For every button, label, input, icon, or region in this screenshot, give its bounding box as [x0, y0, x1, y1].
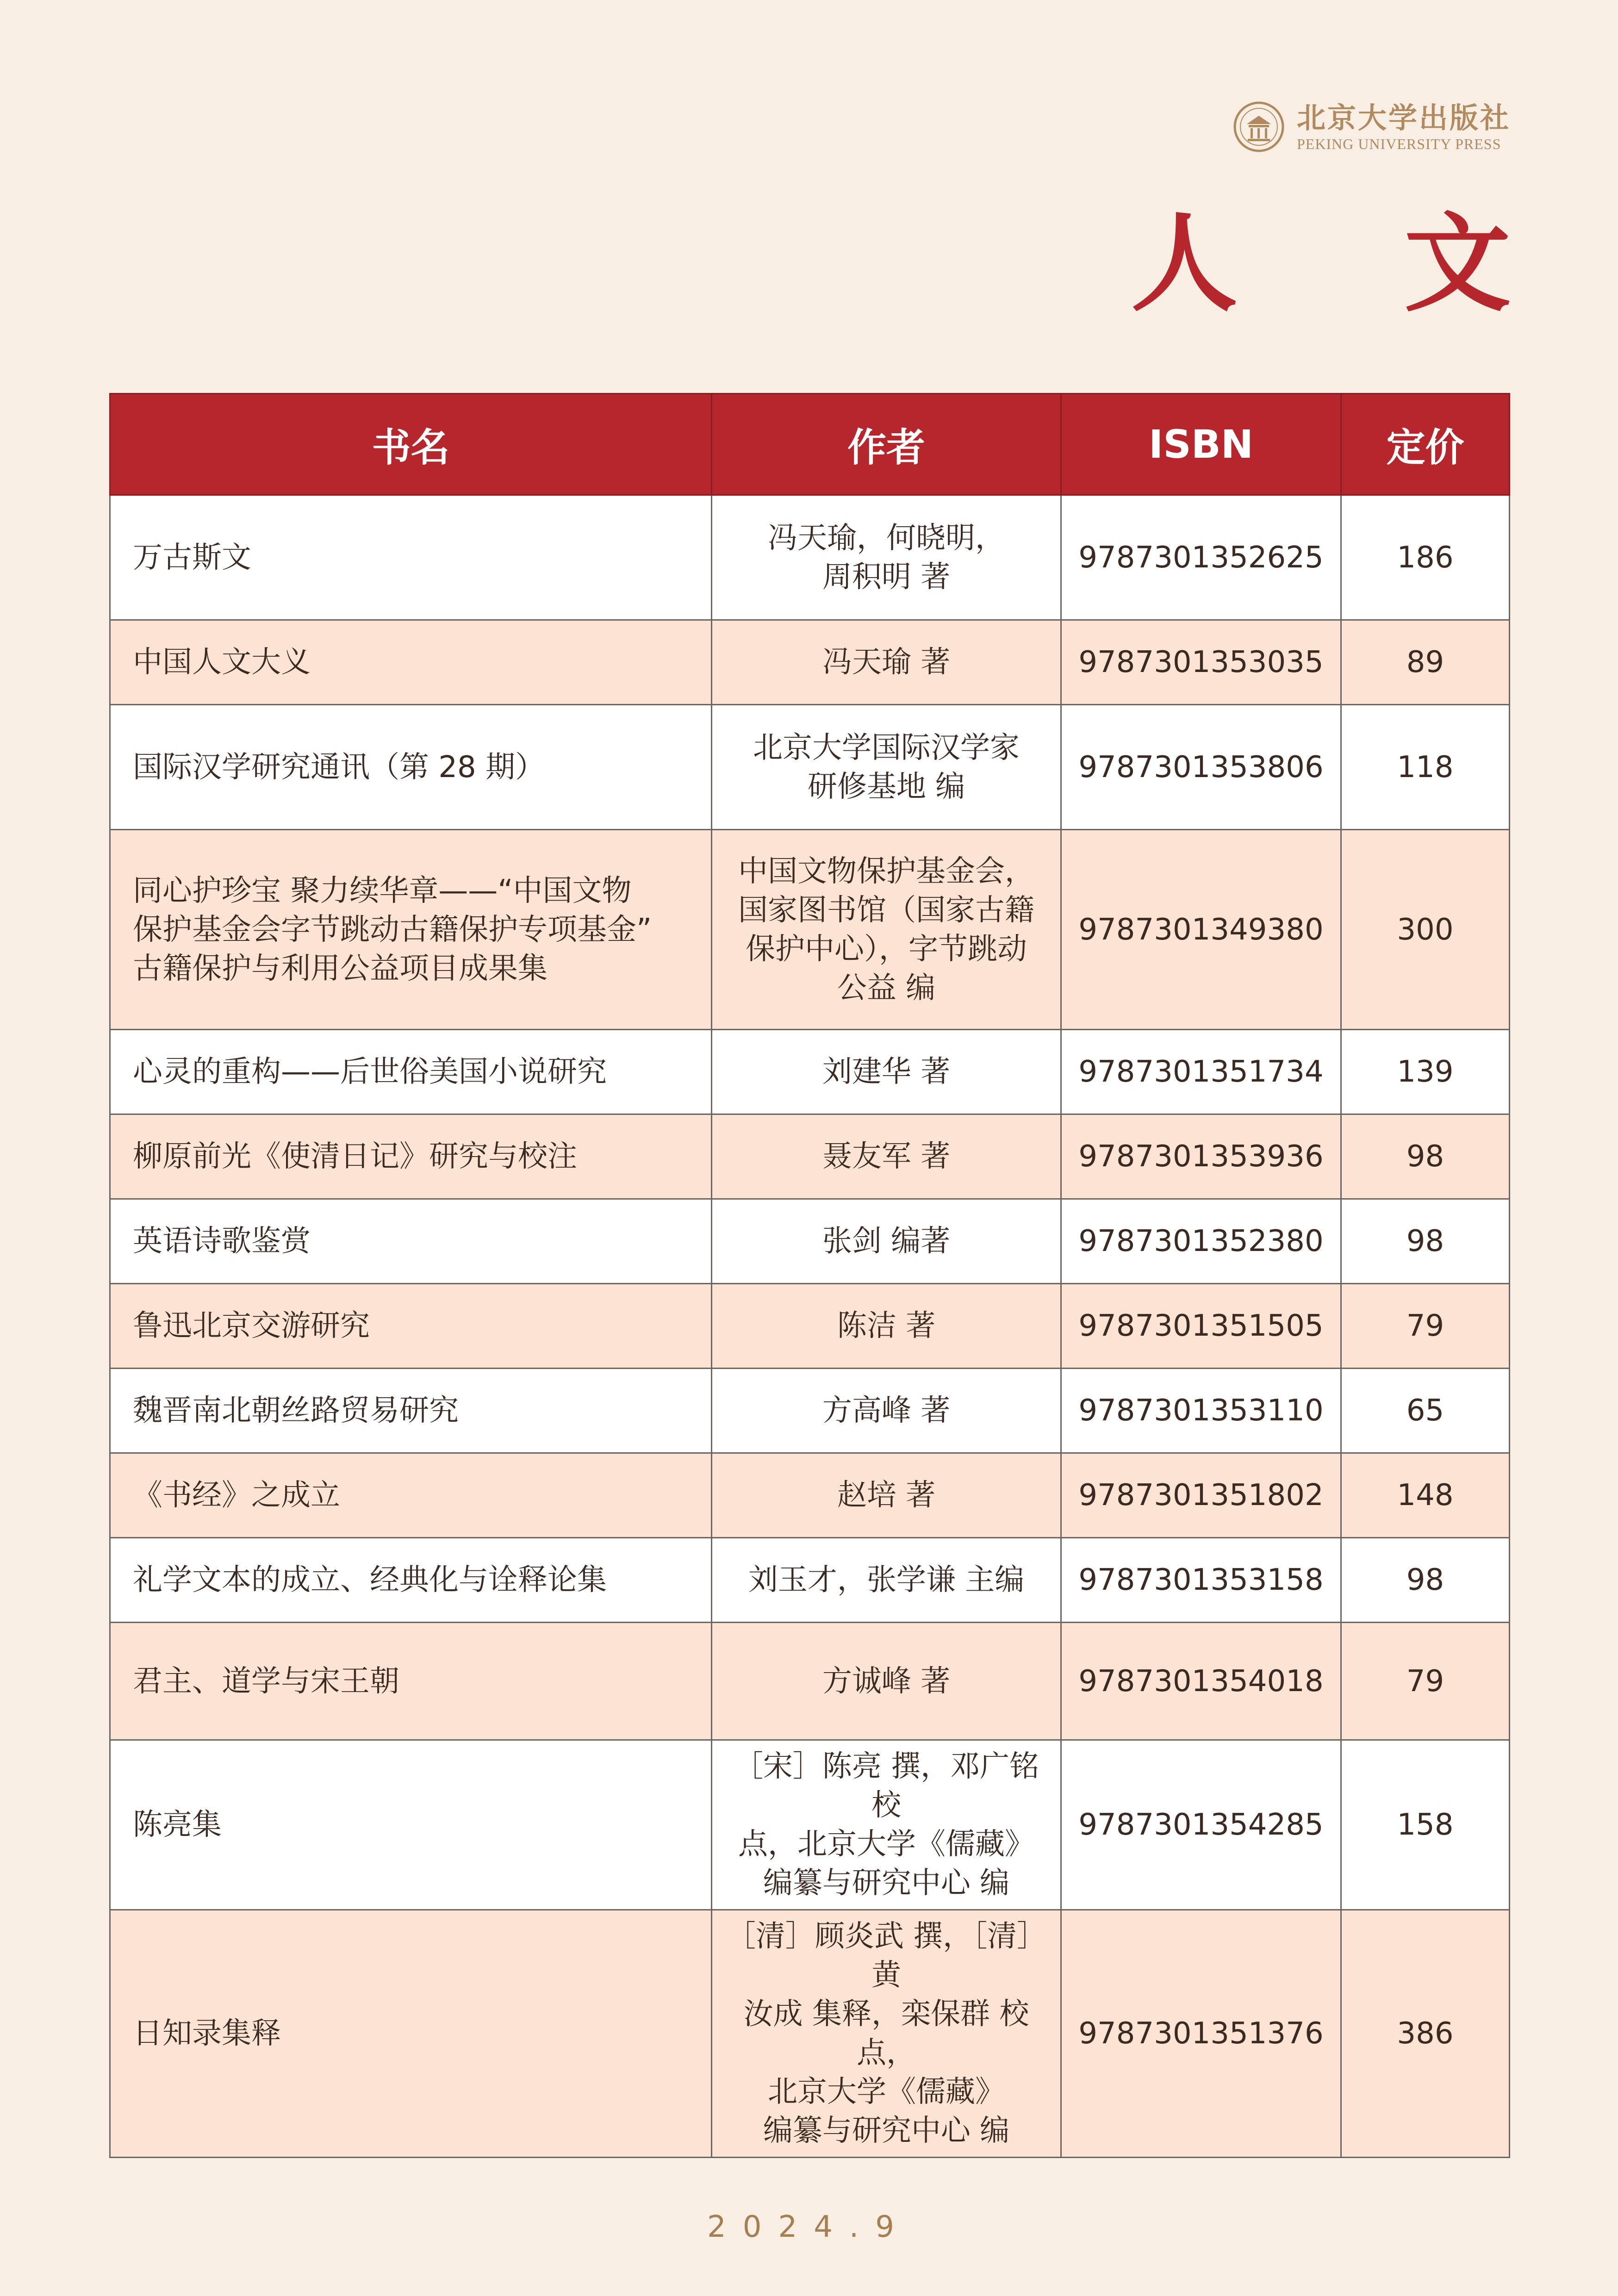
- book-isbn-cell: 9787301351734: [1061, 1030, 1341, 1114]
- category-title: 人 文: [1131, 201, 1575, 326]
- table-row: [110, 1284, 1510, 1369]
- book-author-cell: 北京大学国际汉学家 研修基地 编: [712, 705, 1061, 830]
- book-title-cell: 《书经》之成立: [110, 1453, 712, 1538]
- book-author-cell: 方诚峰 著: [712, 1623, 1061, 1740]
- book-title-cell: 心灵的重构——后世俗美国小说研究: [110, 1030, 712, 1114]
- header-author: 作者: [712, 394, 1061, 495]
- book-isbn-cell: 9787301349380: [1061, 830, 1341, 1030]
- book-isbn-cell: 9787301353158: [1061, 1538, 1341, 1623]
- book-price-cell: 386: [1341, 1910, 1510, 2158]
- book-author-cell: 张剑 编著: [712, 1199, 1061, 1284]
- table-row: [110, 1030, 1510, 1114]
- book-isbn-cell: 9787301354285: [1061, 1740, 1341, 1910]
- book-isbn-cell: 9787301353035: [1061, 620, 1341, 705]
- table-header-row: [110, 394, 1510, 495]
- book-price-cell: 65: [1341, 1369, 1510, 1453]
- book-price-cell: 98: [1341, 1538, 1510, 1623]
- table-row: [110, 1199, 1510, 1284]
- table-row: [110, 1538, 1510, 1623]
- book-title-cell: 礼学文本的成立、经典化与诠释论集: [110, 1538, 712, 1623]
- book-price-cell: 118: [1341, 705, 1510, 830]
- book-author-cell: 刘建华 著: [712, 1030, 1061, 1114]
- book-table: [109, 393, 1510, 2158]
- book-title-cell: 中国人文大义: [110, 620, 712, 705]
- table-row: [110, 1740, 1510, 1910]
- header-title: 书名: [110, 394, 712, 495]
- book-isbn-cell: 9787301352380: [1061, 1199, 1341, 1284]
- table-row: [110, 1369, 1510, 1453]
- book-price-cell: 139: [1341, 1030, 1510, 1114]
- book-isbn-cell: 9787301353936: [1061, 1114, 1341, 1199]
- book-isbn-cell: 9787301351376: [1061, 1910, 1341, 2158]
- publisher-name-cn: 北京大学出版社: [1296, 101, 1511, 135]
- book-isbn-cell: 9787301354018: [1061, 1623, 1341, 1740]
- table-body: [110, 495, 1510, 2158]
- book-isbn-cell: 9787301353806: [1061, 705, 1341, 830]
- book-title-cell: 柳原前光《使清日记》研究与校注: [110, 1114, 712, 1199]
- book-author-cell: 方高峰 著: [712, 1369, 1061, 1453]
- book-isbn-cell: 9787301351802: [1061, 1453, 1341, 1538]
- table-row: [110, 495, 1510, 620]
- book-title-cell: 日知录集释: [110, 1910, 712, 2158]
- book-title-cell: 鲁迅北京交游研究: [110, 1284, 712, 1369]
- book-price-cell: 98: [1341, 1114, 1510, 1199]
- book-author-cell: 聂友军 著: [712, 1114, 1061, 1199]
- book-author-cell: 冯天瑜，何晓明， 周积明 著: [712, 495, 1061, 620]
- book-title-cell: 万古斯文: [110, 495, 712, 620]
- table-row: [110, 620, 1510, 705]
- book-title-cell: 国际汉学研究通讯（第 28 期）: [110, 705, 712, 830]
- table-row: [110, 705, 1510, 830]
- table-row: [110, 1453, 1510, 1538]
- header-isbn: ISBN: [1061, 394, 1341, 495]
- book-price-cell: 89: [1341, 620, 1510, 705]
- book-price-cell: 186: [1341, 495, 1510, 620]
- book-isbn-cell: 9787301352625: [1061, 495, 1341, 620]
- book-price-cell: 158: [1341, 1740, 1510, 1910]
- book-title-cell: 英语诗歌鉴赏: [110, 1199, 712, 1284]
- book-isbn-cell: 9787301351505: [1061, 1284, 1341, 1369]
- book-price-cell: 79: [1341, 1623, 1510, 1740]
- book-title-cell: 君主、道学与宋王朝: [110, 1623, 712, 1740]
- header-price: 定价: [1341, 394, 1510, 495]
- book-price-cell: 79: [1341, 1284, 1510, 1369]
- publisher-logo: [1233, 101, 1511, 153]
- publisher-name-en: PEKING UNIVERSITY PRESS: [1296, 136, 1501, 152]
- book-price-cell: 300: [1341, 830, 1510, 1030]
- book-title-cell: 同心护珍宝 聚力续华章——“中国文物 保护基金会字节跳动古籍保护专项基金” 古籍保护与利用公益项目成果集: [110, 830, 712, 1030]
- table-row: [110, 1114, 1510, 1199]
- book-author-cell: 刘玉才，张学谦 主编: [712, 1538, 1061, 1623]
- table-row: [110, 1623, 1510, 1740]
- book-author-cell: 冯天瑜 著: [712, 620, 1061, 705]
- table-row: [110, 1910, 1510, 2158]
- book-author-cell: ［宋］陈亮 撰，邓广铭 校 点，北京大学《儒藏》 编纂与研究中心 编: [712, 1740, 1061, 1910]
- issue-date: 2024.9: [707, 2210, 911, 2244]
- book-title-cell: 魏晋南北朝丝路贸易研究: [110, 1369, 712, 1453]
- book-isbn-cell: 9787301353110: [1061, 1369, 1341, 1453]
- book-price-cell: 98: [1341, 1199, 1510, 1284]
- book-price-cell: 148: [1341, 1453, 1510, 1538]
- table-row: [110, 830, 1510, 1030]
- pku-seal-icon: [1233, 101, 1285, 153]
- book-author-cell: 陈洁 著: [712, 1284, 1061, 1369]
- book-author-cell: 中国文物保护基金会， 国家图书馆（国家古籍 保护中心），字节跳动 公益 编: [712, 830, 1061, 1030]
- book-author-cell: ［清］顾炎武 撰，［清］黄 汝成 集释，栾保群 校点， 北京大学《儒藏》 编纂与研究中心 编: [712, 1910, 1061, 2158]
- book-title-cell: 陈亮集: [110, 1740, 712, 1910]
- book-author-cell: 赵培 著: [712, 1453, 1061, 1538]
